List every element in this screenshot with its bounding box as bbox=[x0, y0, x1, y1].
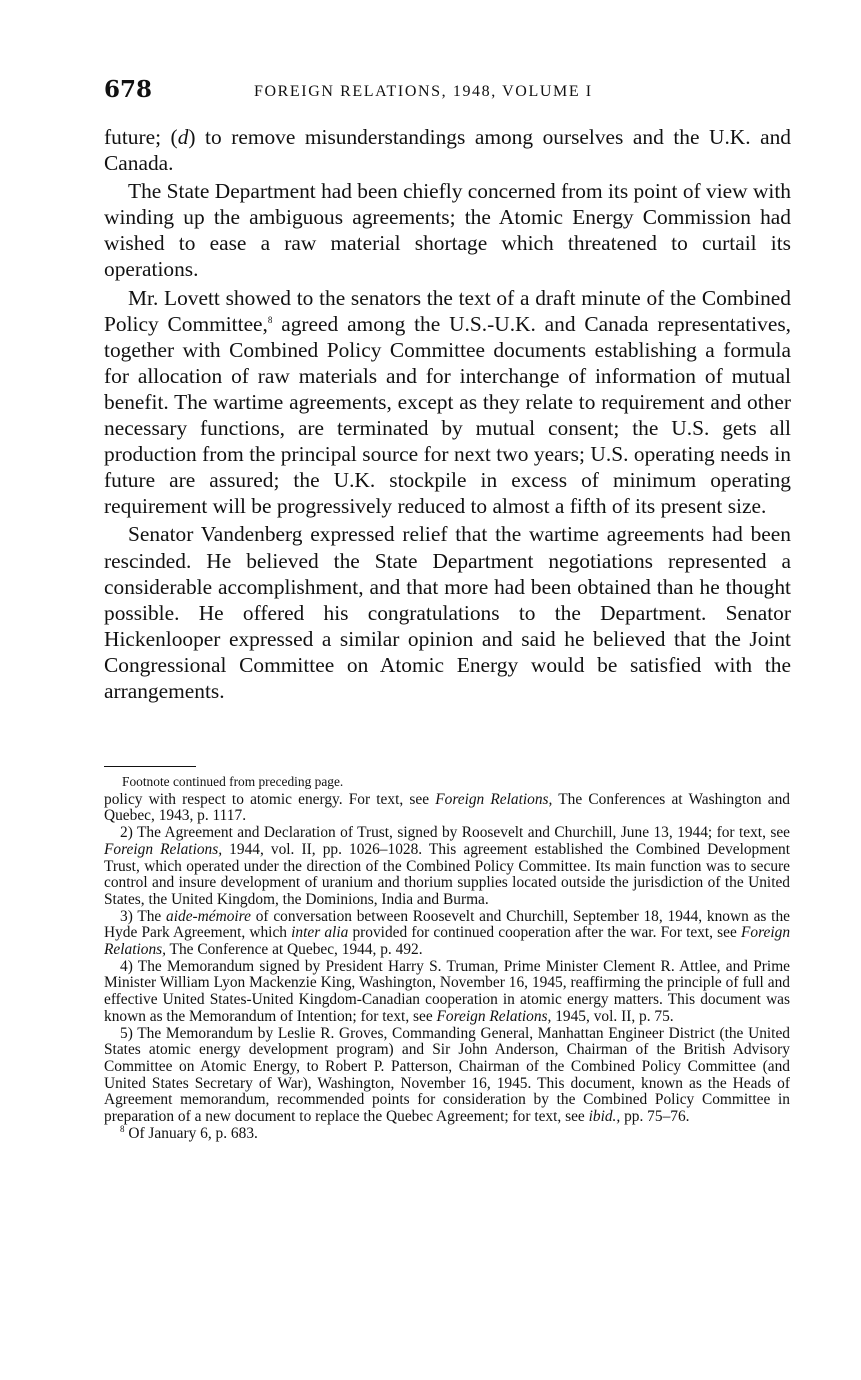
text-span: 3) The bbox=[120, 907, 167, 925]
italic-letter: d bbox=[177, 125, 189, 149]
footnote-item-3 bbox=[104, 909, 790, 959]
footnotes bbox=[104, 774, 790, 1142]
text-span: agreed among the U.S.-U.K. and Canada representatives, together with Combined Policy Committee documents establishing a formula for allocation of raw materials and for interchange of information of mutual benefit. The wartime agreements, except as they relate to requirement and other necessary functions, are terminated by mutual consent; the U.S. gets all production from the principal source for next two years; U.S. operating needs in future are assured; the U.K. stockpile in excess of minimum operating requirement will be progressively reduced to almost a fifth of its present size. bbox=[104, 311, 791, 519]
italic-title: Foreign Relations, bbox=[104, 840, 223, 858]
footnote-item-5 bbox=[104, 1026, 790, 1126]
page-number: 678 bbox=[104, 76, 153, 103]
page-header bbox=[104, 76, 794, 106]
text-span: of conversation between Roosevelt and Churchill, September 18, 1944, known as the Hyde Park Agreement, which bbox=[104, 907, 790, 942]
text-span: 1944, vol. bbox=[222, 840, 302, 858]
text-span: Of January 6, p. 683. bbox=[124, 1124, 258, 1142]
text-span: The Conference at Quebec, 1944, p. 492. bbox=[165, 941, 423, 959]
italic-title: Foreign Relations, bbox=[435, 790, 553, 808]
italic-title: Foreign Relations, bbox=[104, 924, 791, 959]
italic-term: aide-mémoire bbox=[166, 907, 251, 925]
text-span: The Conferences at Washington and Quebec, 1943, p. 1117. bbox=[104, 790, 791, 825]
footnote-8 bbox=[104, 1123, 790, 1143]
volume-number: II bbox=[621, 1007, 632, 1025]
italic-term: inter alia bbox=[291, 924, 349, 942]
volume-number: II bbox=[301, 840, 312, 858]
footnote-continuation bbox=[104, 792, 790, 825]
footnote-item-4 bbox=[104, 959, 790, 1026]
text-span: , p. 75. bbox=[631, 1007, 674, 1025]
paragraph-4: Senator Vandenberg expressed relief that the wartime agreements had been rescinded. He believed the State Department negotiations represented a considerable accomplishment, and that more had been obtained than he thought possible. He offered his congratulations to the Department. Senator Hickenlooper expressed a similar opinion and said he believed that the Joint Congressional Committee on Atomic Energy would be satisfied with the arrangements. bbox=[104, 522, 791, 703]
footnote-divider bbox=[104, 766, 196, 767]
text-span: ) to remove misunderstandings among ourselves and the U.K. and Canada. bbox=[104, 125, 792, 176]
text-span: future; ( bbox=[104, 125, 178, 149]
text-span: policy with respect to atomic energy. For text, see bbox=[104, 790, 436, 808]
text-span: 2) The Agreement and Declaration of Trust, signed by Roosevelt and Churchill, June 13, 1944; for text, see bbox=[120, 824, 790, 842]
footnote-item-2 bbox=[104, 825, 790, 909]
running-title: FOREIGN RELATIONS, 1948, VOLUME I bbox=[254, 83, 593, 100]
paragraph-2: The State Department had been chiefly concerned from its point of view with winding up the ambiguous agreements; the Atomic Energy Commission had wished to ease a raw material shortage which threatened to curtail its operations. bbox=[104, 179, 791, 282]
text-span: 1945, vol. bbox=[551, 1007, 622, 1025]
paragraph-3 bbox=[104, 285, 791, 520]
footnote-mark: 8 bbox=[120, 1123, 125, 1134]
italic-term: ibid., bbox=[588, 1108, 621, 1126]
footnote-continued-label: Footnote continued from preceding page. bbox=[122, 774, 344, 789]
text-span: provided for continued cooperation after the war. For text, see bbox=[348, 924, 741, 942]
text-span: Mr. Lovett showed to the senators the text of a draft minute of the Combined Policy Committee, bbox=[104, 285, 791, 336]
text-span: 4) The Memorandum signed by President Harry S. Truman, Prime Minister Clement R. Attlee, and Prime Minister William Lyon Mackenzie King, Washington, November 16, 1945, reaffirming the principle of full and effective United States-United Kingdom-Canadian cooperation in atomic energy matters. This document was known as the Memorandum of Intention; for text, see bbox=[104, 957, 790, 1025]
paragraph-1 bbox=[104, 124, 791, 176]
body-text bbox=[104, 124, 791, 704]
text-span: 5) The Memorandum by Leslie R. Groves, Commanding General, Manhattan Engineer District (the United States atomic energy development program) and Sir John Anderson, Chairman of the British Advisory Committee on Atomic Energy, to Robert P. Patterson, Chairman of the Combined Policy Committee (and United States Secretary of War), Washington, November 16, 1945. This document, known as the Heads of Agreement memorandum, recommended points for consideration by the Combined Policy Committee in preparation of a new document to replace the Quebec Agreement; for text, see bbox=[104, 1024, 790, 1126]
text-span: pp. 75–76. bbox=[620, 1108, 690, 1126]
footnote-reference: 8 bbox=[267, 314, 273, 325]
italic-title: Foreign Relations, bbox=[436, 1007, 552, 1025]
text-span: , pp. 1026–1028. This agreement established the Combined Development Trust, which operated under the direction of the Combined Policy Committee. Its main function was to secure control and insure development of uranium and thorium supplies located outside the jurisdiction of the United States, the United Kingdom, the Dominions, India and Burma. bbox=[104, 840, 791, 908]
